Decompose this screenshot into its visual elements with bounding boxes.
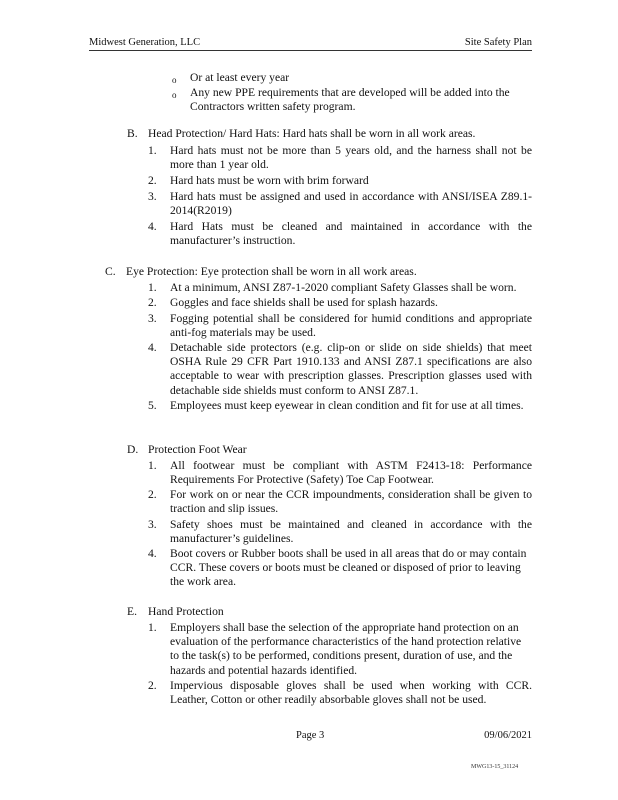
item-number: 3. <box>148 518 157 531</box>
item-text: Impervious disposable gloves shall be used when working with CCR. Leather, Cotton or other readily absorbable gloves shall not be used. <box>170 679 532 707</box>
header-rule <box>89 50 532 51</box>
page-number: Page 3 <box>296 730 325 741</box>
item-text: At a minimum, ANSI Z87-1-2020 compliant Safety Glasses shall be worn. <box>170 281 517 294</box>
item-number: 4. <box>148 220 157 233</box>
section-label: C. <box>105 265 116 278</box>
item-number: 4. <box>148 547 157 560</box>
item-number: 1. <box>148 144 157 157</box>
section-title: Eye Protection: Eye protection shall be worn in all work areas. <box>126 265 417 278</box>
item-text: Hard hats must not be more than 5 years old, and the harness shall not be more than 1 year old. <box>170 144 532 172</box>
section-title: Head Protection/ Hard Hats: Hard hats shall be worn in all work areas. <box>148 127 476 140</box>
item-text: For work on or near the CCR impoundments, consideration shall be given to traction and slip issues. <box>170 488 532 516</box>
section-title: Hand Protection <box>148 605 224 618</box>
item-number: 4. <box>148 341 157 354</box>
item-text: Hard Hats must be cleaned and maintained in accordance with the manufacturer’s instruction. <box>170 220 532 248</box>
item-text: Boot covers or Rubber boots shall be used in all areas that do or may contain CCR. These covers or boots must be cleaned or disposed of prior to leaving the work area. <box>170 547 527 589</box>
section-label: B. <box>127 127 138 140</box>
item-text: Hard hats must be assigned and used in accordance with ANSI/ISEA Z89.1-2014(R2019) <box>170 190 532 218</box>
item-number: 1. <box>148 459 157 472</box>
section-label: E. <box>127 605 137 618</box>
item-number: 2. <box>148 296 157 309</box>
footer-date: 09/06/2021 <box>484 730 532 741</box>
item-number: 1. <box>148 621 157 634</box>
item-text: Safety shoes must be maintained and cleaned in accordance with the manufacturer’s guidelines. <box>170 518 532 546</box>
item-text: All footwear must be compliant with ASTM F2413-18: Performance Requirements For Protective (Safety) Toe Cap Footwear. <box>170 459 532 487</box>
item-number: 2. <box>148 174 157 187</box>
item-text: Employers shall base the selection of the appropriate hand protection on an evaluation of the performance characteristics of the hand protection relative to the task(s) to be performed, conditions present, duration of use, and the hazards and potential hazards identified. <box>170 621 522 677</box>
item-text: Employees must keep eyewear in clean condition and fit for use at all times. <box>170 399 524 412</box>
item-text: Goggles and face shields shall be used for splash hazards. <box>170 296 438 309</box>
item-number: 5. <box>148 399 157 412</box>
item-text: Detachable side protectors (e.g. clip-on or slide on side shields) that meet OSHA Rule 29 CFR Part 1910.133 and ANSI Z87.1 specifications are also acceptable to wear with prescription glasses. Prescription glasses used with detachable side shields must conform to ANSI Z87.1. <box>170 341 532 397</box>
item-number: 3. <box>148 312 157 325</box>
bullet-text: Any new PPE requirements that are developed will be added into the Contractors written safety program. <box>190 86 510 114</box>
item-number: 3. <box>148 190 157 203</box>
item-number: 2. <box>148 488 157 501</box>
bullet-marker: o <box>172 90 177 100</box>
item-number: 2. <box>148 679 157 692</box>
bullet-text: Or at least every year <box>190 71 290 84</box>
bullet-marker: o <box>172 75 177 85</box>
document-title: Site Safety Plan <box>464 37 532 48</box>
company-name: Midwest Generation, LLC <box>89 37 201 48</box>
item-text: Fogging potential shall be considered for humid conditions and appropriate anti-fog materials may be used. <box>170 312 532 340</box>
item-text: Hard hats must be worn with brim forward <box>170 174 369 187</box>
section-title: Protection Foot Wear <box>148 443 247 456</box>
section-label: D. <box>127 443 139 456</box>
document-code: MWG13-15_31124 <box>471 764 519 770</box>
item-number: 1. <box>148 281 157 294</box>
